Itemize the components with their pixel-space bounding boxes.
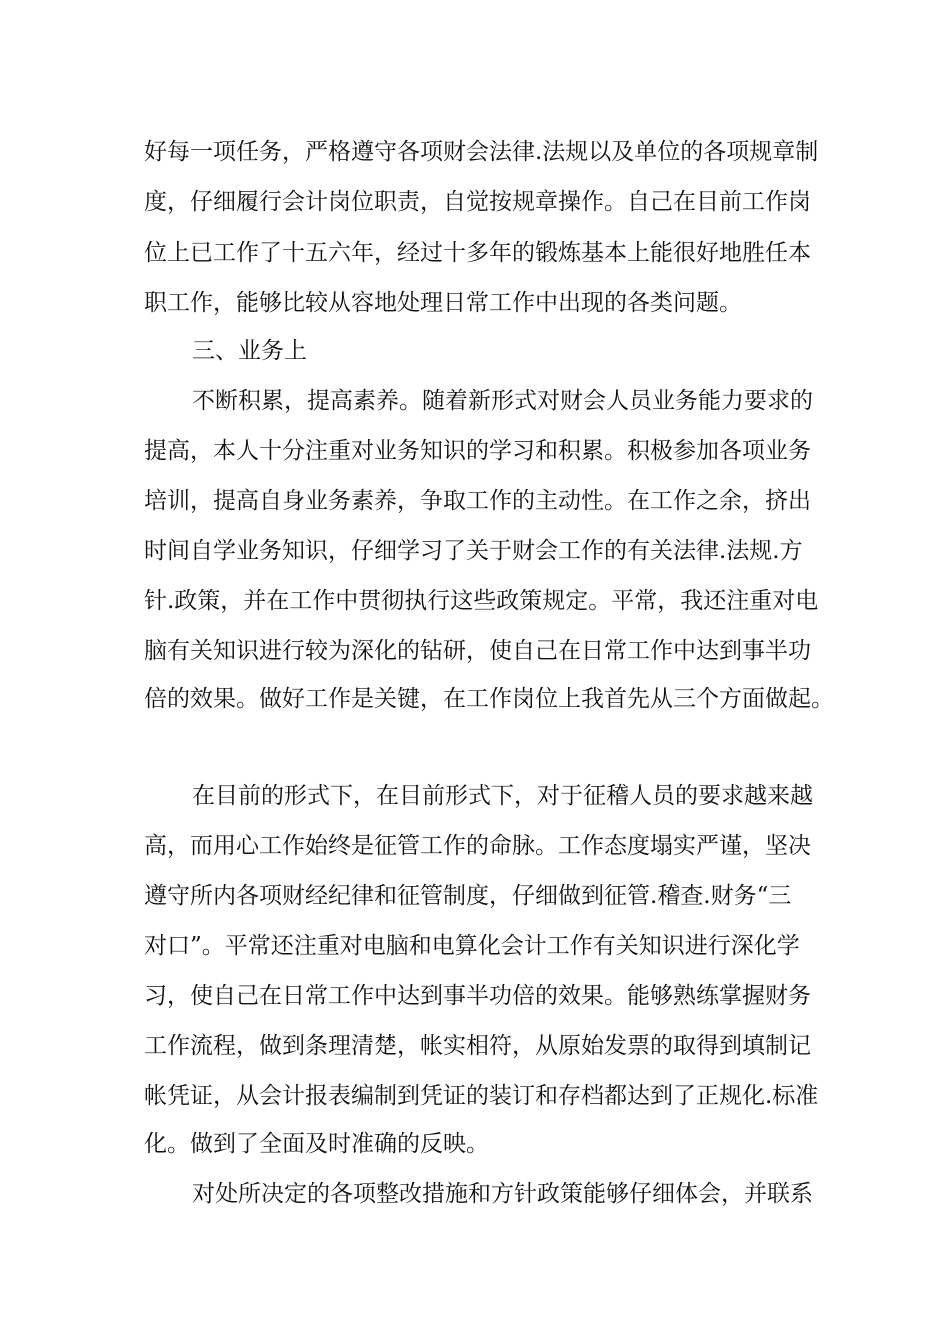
section-heading: 三、业务上 xyxy=(192,338,307,364)
text-line-12: 倍的效果。做好工作是关键，在工作岗位上我首先从三个方面做起。 xyxy=(144,686,834,712)
text-line-6: 不断积累，提高素养。随着新形式对财会人员业务能力要求的 xyxy=(192,388,813,414)
text-line-13: 在目前的形式下，在目前形式下，对于征稽人员的要求越来越 xyxy=(192,783,813,809)
text-line-2: 度，仔细履行会计岗位职责，自觉按规章操作。自己在目前工作岗 xyxy=(144,189,811,215)
text-line-14: 高，而用心工作始终是征管工作的命脉。工作态度塌实严谨，坚决 xyxy=(144,833,811,859)
text-line-9: 时间自学业务知识，仔细学习了关于财会工作的有关法律.法规.方 xyxy=(144,538,803,564)
text-line-11: 脑有关知识进行较为深化的钻研，使自己在日常工作中达到事半功 xyxy=(144,638,811,664)
text-line-1: 好每一项任务，严格遵守各项财会法律.法规以及单位的各项规章制 xyxy=(144,139,819,165)
text-line-16: 对口”。平常还注重对电脑和电算化会计工作有关知识进行深化学 xyxy=(144,933,800,959)
text-line-3: 位上已工作了十五六年，经过十多年的锻炼基本上能很好地胜任本 xyxy=(144,240,811,266)
text-line-20: 化。做到了全面及时准确的反映。 xyxy=(144,1131,489,1157)
text-line-17: 习，使自己在日常工作中达到事半功倍的效果。能够熟练掌握财务 xyxy=(144,983,811,1009)
text-line-10: 针.政策，并在工作中贯彻执行这些政策规定。平常，我还注重对电 xyxy=(144,588,819,614)
text-line-18: 工作流程，做到条理清楚，帐实相符，从原始发票的取得到填制记 xyxy=(144,1033,811,1059)
text-line-4: 职工作，能够比较从容地处理日常工作中出现的各类问题。 xyxy=(144,290,742,316)
text-line-8: 培训，提高自身业务素养，争取工作的主动性。在工作之余，挤出 xyxy=(144,488,811,514)
text-line-15: 遵守所内各项财经纪律和征管制度，仔细做到征管.稽查.财务“三 xyxy=(144,883,792,909)
text-line-7: 提高，本人十分注重对业务知识的学习和积累。积极参加各项业务 xyxy=(144,438,811,464)
text-line-21: 对处所决定的各项整改措施和方针政策能够仔细体会，并联系 xyxy=(192,1181,813,1207)
text-line-19: 帐凭证，从会计报表编制到凭证的装订和存档都达到了正规化.标准 xyxy=(144,1083,819,1109)
